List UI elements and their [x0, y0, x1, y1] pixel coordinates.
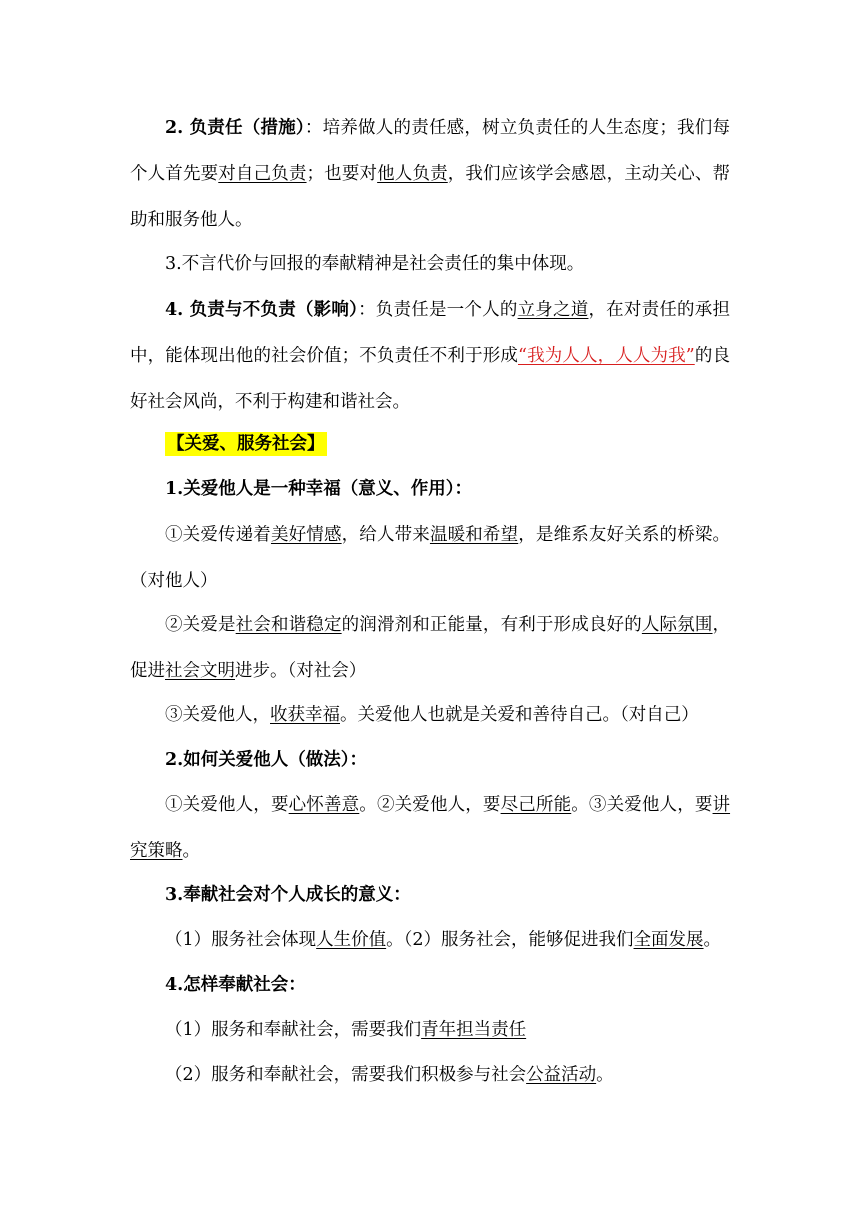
keyword: 温暖和希望 — [429, 525, 519, 545]
paragraph-heading: 2. 负责任（措施） — [165, 118, 305, 138]
highlight-quote: “我为人人，人人为我” — [517, 346, 695, 366]
keyword: 讲究策略 — [130, 795, 731, 861]
section-title: 【关爱、服务社会】 — [167, 434, 325, 454]
keyword: 对自己负责 — [218, 164, 307, 184]
keyword: 青年担当责任 — [421, 1020, 527, 1040]
keyword: 公益活动 — [526, 1065, 597, 1085]
question-4-item-2: （2）服务和奉献社会，需要我们积极参与社会公益活动。 — [165, 1065, 614, 1085]
keyword: 立身之道 — [517, 300, 589, 320]
question-3-title: 3.奉献社会对个人成长的意义： — [165, 885, 411, 905]
paragraph-responsibility-impact: 4. 负责与不负责（影响）：负责任是一个人的立身之道，在对责任的承担中，能体现出他的社会价值；不负责任不利于形成“我为人人，人人为我”的良好社会风尚，不利于构建和谐社会。 — [130, 300, 731, 412]
paragraph-heading: 4. 负责与不负责（影响） — [165, 300, 359, 320]
question-2-item-1: ①关爱他人，要心怀善意。②关爱他人，要尽己所能。③关爱他人，要讲究策略。 — [130, 795, 731, 861]
keyword: 社会文明 — [165, 661, 235, 681]
question-2-title: 2.如何关爱他人（做法）： — [165, 750, 368, 770]
keyword: 人际氛围 — [641, 615, 713, 635]
question-3-item-1: （1）服务社会体现人生价值。（2）服务社会，能够促进我们全面发展。 — [165, 930, 722, 950]
question-1-item-3: ③关爱他人，收获幸福。关爱他人也就是关爱和善待自己。（对自己） — [165, 705, 699, 725]
keyword: 心怀善意 — [288, 795, 360, 815]
question-4-item-1: （1）服务和奉献社会，需要我们青年担当责任 — [165, 1020, 527, 1040]
keyword: 尽己所能 — [500, 795, 572, 815]
paragraph-dedication: 3.不言代价与回报的奉献精神是社会责任的集中体现。 — [165, 254, 585, 274]
paragraph-responsibility-measures: 2. 负责任（措施）：培养做人的责任感，树立负责任的人生态度；我们每个人首先要对自己负责；也要对他人负责，我们应该学会感恩，主动关心、帮助和服务他人。 — [130, 118, 731, 230]
keyword: 社会和谐稳定 — [235, 615, 342, 635]
keyword: 收获幸福 — [270, 705, 340, 725]
question-1-title: 1.关爱他人是一种幸福（意义、作用）： — [165, 479, 473, 499]
keyword: 人生价值 — [316, 930, 387, 950]
keyword: 他人负责 — [377, 164, 448, 184]
question-4-title: 4.怎样奉献社会： — [165, 975, 306, 995]
keyword: 美好情感 — [270, 525, 342, 545]
question-1-item-2: ②关爱是社会和谐稳定的润滑剂和正能量，有利于形成良好的人际氛围，促进社会文明进步。（对社会） — [130, 615, 731, 681]
keyword: 全面发展 — [633, 930, 704, 950]
question-1-item-1: ①关爱传递着美好情感，给人带来温暖和希望，是维系友好关系的桥梁。（对他人） — [130, 525, 731, 591]
section-title-row — [130, 421, 730, 467]
